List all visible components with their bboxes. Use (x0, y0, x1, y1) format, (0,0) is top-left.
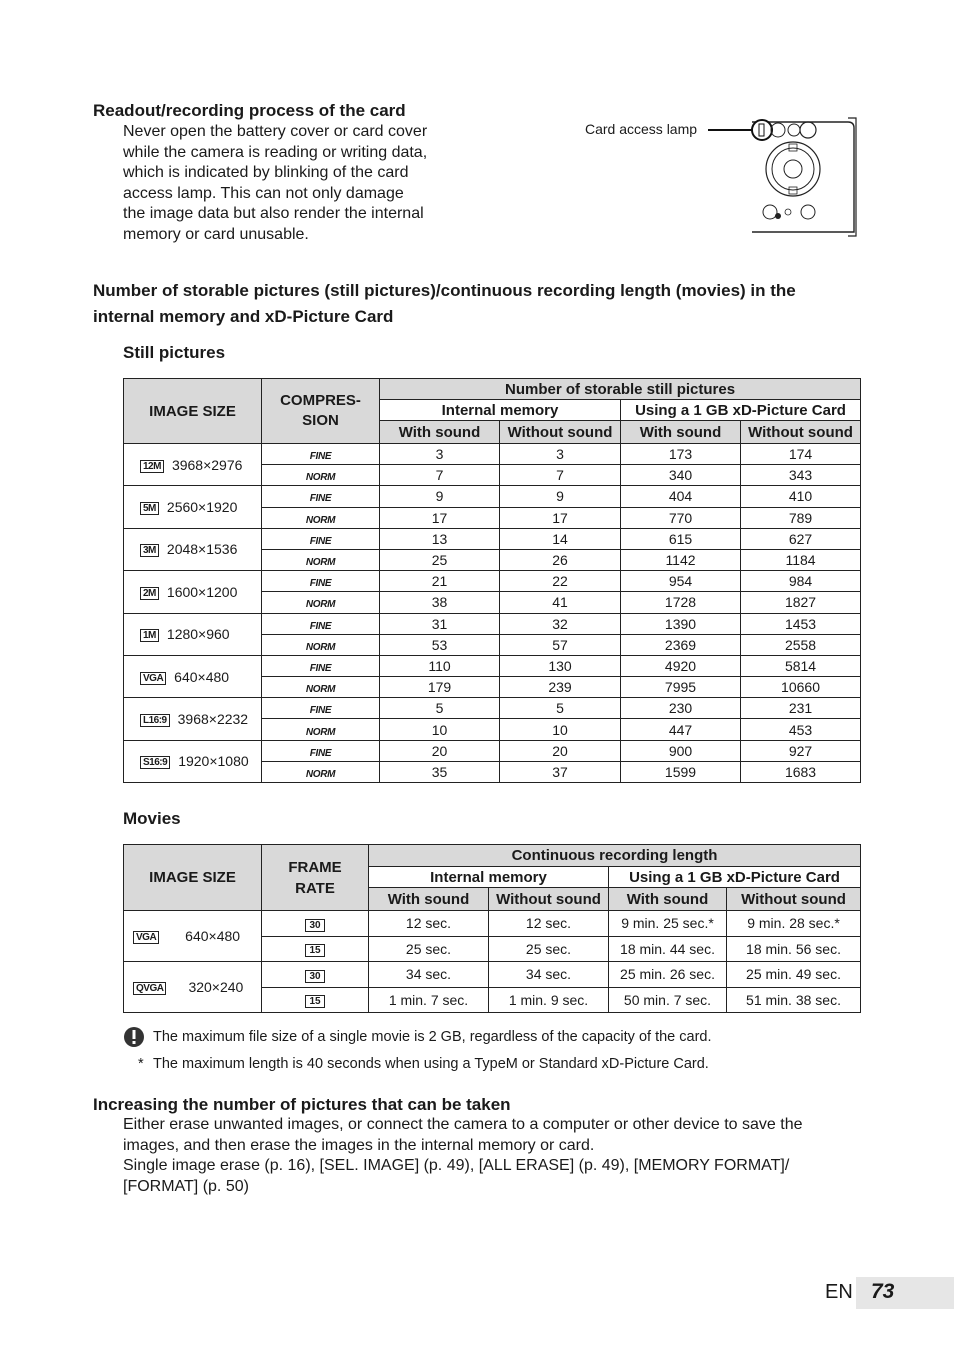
readout-line: memory or card unusable. (123, 225, 309, 243)
readout-line: the image data but also render the internal (123, 205, 424, 223)
language-label: EN (825, 1281, 853, 1303)
header-internal-memory: Internal memory (369, 867, 609, 888)
fine-compression-icon: FINE (309, 578, 332, 590)
page-number: 73 (871, 1280, 895, 1303)
image-size-value: 1280×960 (166, 626, 230, 643)
table-cell: 38 (380, 592, 500, 613)
table-cell: 25 min. 26 sec. (609, 962, 727, 988)
compression-cell (262, 655, 380, 676)
table-cell: 17 (380, 507, 500, 528)
image-size-icon: 5M (140, 502, 159, 515)
fine-compression-icon: FINE (309, 451, 332, 463)
header-compression-2: SION (302, 412, 339, 429)
compression-cell (262, 719, 380, 740)
readout-line: Never open the battery cover or card cover (123, 123, 428, 140)
image-size-cell (124, 962, 262, 1013)
table-cell: 453 (741, 719, 861, 740)
image-size-value: 1920×1080 (178, 753, 249, 770)
storable-title-line: internal memory and xD-Picture Card (93, 307, 394, 326)
frame-rate-icon: 15 (305, 995, 324, 1008)
table-cell: 41 (500, 592, 621, 613)
image-size-cell (124, 486, 262, 528)
table-cell: 179 (380, 677, 500, 698)
table-cell: 51 min. 38 sec. (727, 987, 861, 1013)
table-cell: 900 (621, 740, 741, 761)
image-size-cell (124, 528, 262, 570)
header-frame-1: FRAME (288, 858, 342, 876)
storable-title-line: Number of storable pictures (still pictures)/continuous recording length (movies) in the (93, 281, 796, 300)
image-size-cell (124, 444, 262, 486)
frame-rate-icon: 30 (305, 919, 324, 932)
still-pictures-title: Still pictures (123, 343, 226, 362)
table-cell: 5 (500, 698, 621, 719)
table-cell: 14 (500, 528, 621, 549)
table-cell: 2369 (621, 634, 741, 655)
compression-cell (262, 634, 380, 655)
table-row (124, 613, 861, 634)
norm-compression-icon: NORM (305, 557, 336, 569)
compression-cell (262, 613, 380, 634)
compression-cell (262, 528, 380, 549)
norm-compression-icon: NORM (305, 472, 336, 484)
increase-line: Either erase unwanted images, or connect the camera to a computer or other device to save the (123, 1116, 803, 1133)
still-pictures-table (123, 378, 861, 783)
compression-cell (262, 740, 380, 761)
movies-table (123, 844, 861, 1013)
table-cell: 789 (741, 507, 861, 528)
norm-compression-icon: NORM (305, 514, 336, 526)
table-cell: 26 (500, 549, 621, 570)
table-cell: 9 (380, 486, 500, 507)
table-cell: 173 (621, 444, 741, 465)
image-size-cell (124, 740, 262, 782)
compression-cell (262, 698, 380, 719)
image-size-icon: 3M (140, 544, 159, 557)
caution-icon (123, 1026, 145, 1048)
table-row (124, 962, 861, 988)
fine-compression-icon: FINE (309, 493, 332, 505)
norm-compression-icon: NORM (305, 726, 336, 738)
table-cell: 18 min. 56 sec. (727, 936, 861, 962)
image-size-cell (124, 911, 262, 962)
table-row (124, 655, 861, 676)
header-compression-1: COMPRES- (280, 392, 361, 409)
table-row (124, 571, 861, 592)
table-row (124, 740, 861, 761)
table-cell: 4920 (621, 655, 741, 676)
table-row (124, 486, 861, 507)
table-cell: 1390 (621, 613, 741, 634)
table-cell: 34 sec. (369, 962, 489, 988)
table-cell: 230 (621, 698, 741, 719)
increase-line: [FORMAT] (p. 50) (123, 1177, 249, 1195)
readout-line: while the camera is reading or writing data, (123, 143, 428, 161)
header-xd-card: Using a 1 GB xD-Picture Card (609, 867, 861, 888)
fine-compression-icon: FINE (309, 535, 332, 547)
image-size-value: 3968×2232 (177, 710, 249, 727)
table-cell: 13 (380, 528, 500, 549)
table-cell: 3 (500, 444, 621, 465)
storable-title (93, 278, 796, 330)
compression-cell (262, 507, 380, 528)
norm-compression-icon: NORM (305, 599, 336, 611)
table-cell: 7995 (621, 677, 741, 698)
table-cell: 927 (741, 740, 861, 761)
asterisk-note: The maximum length is 40 seconds when using a TypeM or Standard xD-Picture Card. (153, 1056, 709, 1072)
header-continuous-length: Continuous recording length (369, 845, 861, 867)
table-cell: 627 (741, 528, 861, 549)
norm-compression-icon: NORM (305, 768, 336, 780)
frame-rate-cell (262, 987, 369, 1013)
increase-title: Increasing the number of pictures that can be taken (93, 1095, 511, 1114)
fine-compression-icon: FINE (309, 620, 332, 632)
table-cell: 1683 (741, 761, 861, 782)
header-internal-memory: Internal memory (380, 400, 621, 421)
image-size-value: 3968×2976 (171, 456, 243, 473)
image-size-cell (124, 655, 262, 697)
frame-rate-icon: 15 (305, 944, 324, 957)
table-cell: 57 (500, 634, 621, 655)
table-cell: 1184 (741, 549, 861, 570)
frame-rate-cell (262, 936, 369, 962)
table-cell: 7 (380, 465, 500, 486)
table-cell: 1599 (621, 761, 741, 782)
header-frame-2: RATE (295, 879, 335, 897)
image-size-icon: VGA (140, 672, 166, 685)
table-cell: 18 min. 44 sec. (609, 936, 727, 962)
table-cell: 130 (500, 655, 621, 676)
compression-cell (262, 677, 380, 698)
camera-back-illustration (708, 112, 860, 238)
table-cell: 25 sec. (489, 936, 609, 962)
image-size-value: 640×480 (174, 668, 230, 685)
table-cell: 17 (500, 507, 621, 528)
asterisk-mark: * (138, 1056, 144, 1072)
table-cell: 37 (500, 761, 621, 782)
image-size-icon: L16:9 (140, 714, 170, 727)
table-cell: 12 sec. (489, 911, 609, 937)
table-cell: 404 (621, 486, 741, 507)
image-size-value: 2560×1920 (166, 499, 238, 516)
table-cell: 9 min. 28 sec.* (727, 911, 861, 937)
fine-compression-icon: FINE (309, 705, 332, 717)
table-cell: 1453 (741, 613, 861, 634)
header-with-sound: With sound (380, 421, 500, 444)
table-cell: 12 sec. (369, 911, 489, 937)
header-compression (262, 379, 380, 444)
table-cell: 447 (621, 719, 741, 740)
image-size-icon: QVGA (133, 982, 166, 995)
compression-cell (262, 761, 380, 782)
table-cell: 1827 (741, 592, 861, 613)
table-cell: 343 (741, 465, 861, 486)
increase-text (123, 1115, 802, 1197)
header-with-sound: With sound (621, 421, 741, 444)
fine-compression-icon: FINE (309, 747, 332, 759)
header-without-sound: Without sound (727, 888, 861, 911)
table-cell: 53 (380, 634, 500, 655)
table-row (124, 444, 861, 465)
image-size-cell (124, 571, 262, 613)
norm-compression-icon: NORM (305, 641, 336, 653)
header-without-sound: Without sound (741, 421, 861, 444)
table-cell: 410 (741, 486, 861, 507)
header-image-size: IMAGE SIZE (124, 379, 262, 444)
table-cell: 34 sec. (489, 962, 609, 988)
table-cell: 31 (380, 613, 500, 634)
table-row (124, 911, 861, 937)
table-cell: 174 (741, 444, 861, 465)
table-cell: 9 (500, 486, 621, 507)
header-with-sound: With sound (609, 888, 727, 911)
header-number-storable: Number of storable still pictures (380, 379, 861, 400)
table-cell: 770 (621, 507, 741, 528)
readout-title: Readout/recording process of the card (93, 101, 406, 120)
table-cell: 3 (380, 444, 500, 465)
image-size-value: 640×480 (185, 928, 241, 944)
compression-cell (262, 571, 380, 592)
table-cell: 5814 (741, 655, 861, 676)
table-cell: 239 (500, 677, 621, 698)
frame-rate-cell (262, 911, 369, 937)
table-cell: 984 (741, 571, 861, 592)
table-cell: 20 (380, 740, 500, 761)
compression-cell (262, 592, 380, 613)
header-frame-rate (262, 845, 369, 911)
image-size-icon: 1M (140, 629, 159, 642)
table-cell: 10660 (741, 677, 861, 698)
image-size-icon: S16:9 (140, 756, 170, 769)
table-cell: 1728 (621, 592, 741, 613)
table-cell: 7 (500, 465, 621, 486)
table-cell: 1 min. 7 sec. (369, 987, 489, 1013)
table-cell: 231 (741, 698, 861, 719)
header-xd-card: Using a 1 GB xD-Picture Card (621, 400, 861, 421)
table-cell: 10 (500, 719, 621, 740)
table-cell: 110 (380, 655, 500, 676)
frame-rate-icon: 30 (305, 970, 324, 983)
increase-line: Single image erase (p. 16), [SEL. IMAGE] (p. 49), [ALL ERASE] (p. 49), [MEMORY FORMAT]/ (123, 1157, 790, 1175)
table-cell: 5 (380, 698, 500, 719)
image-size-value: 2048×1536 (166, 541, 238, 558)
table-cell: 1142 (621, 549, 741, 570)
table-cell: 615 (621, 528, 741, 549)
norm-compression-icon: NORM (305, 684, 336, 696)
table-row (124, 528, 861, 549)
table-cell: 954 (621, 571, 741, 592)
image-size-value: 1600×1200 (166, 583, 238, 600)
movies-title: Movies (123, 809, 181, 828)
caution-note: The maximum file size of a single movie is 2 GB, regardless of the capacity of the card. (153, 1029, 712, 1045)
table-cell: 25 (380, 549, 500, 570)
table-cell: 35 (380, 761, 500, 782)
table-cell: 50 min. 7 sec. (609, 987, 727, 1013)
image-size-cell (124, 613, 262, 655)
header-with-sound: With sound (369, 888, 489, 911)
image-size-icon: VGA (133, 931, 159, 944)
header-without-sound: Without sound (500, 421, 621, 444)
readout-line: which is indicated by blinking of the card (123, 164, 409, 182)
image-size-icon: 12M (140, 460, 164, 473)
image-size-value: 320×240 (188, 979, 244, 995)
table-cell: 20 (500, 740, 621, 761)
table-cell: 25 min. 49 sec. (727, 962, 861, 988)
increase-line: images, and then erase the images in the internal memory or card. (123, 1136, 595, 1154)
table-row (124, 698, 861, 719)
image-size-icon: 2M (140, 587, 159, 600)
readout-text (123, 122, 427, 246)
compression-cell (262, 486, 380, 507)
table-cell: 9 min. 25 sec.* (609, 911, 727, 937)
compression-cell (262, 444, 380, 465)
compression-cell (262, 465, 380, 486)
compression-cell (262, 549, 380, 570)
table-cell: 10 (380, 719, 500, 740)
readout-line: access lamp. This can not only damage (123, 184, 404, 202)
table-cell: 1 min. 9 sec. (489, 987, 609, 1013)
header-without-sound: Without sound (489, 888, 609, 911)
table-cell: 25 sec. (369, 936, 489, 962)
table-cell: 22 (500, 571, 621, 592)
frame-rate-cell (262, 962, 369, 988)
table-cell: 21 (380, 571, 500, 592)
table-cell: 340 (621, 465, 741, 486)
table-cell: 32 (500, 613, 621, 634)
fine-compression-icon: FINE (309, 662, 332, 674)
card-access-lamp-label: Card access lamp (585, 121, 698, 137)
table-cell: 2558 (741, 634, 861, 655)
header-image-size: IMAGE SIZE (124, 845, 262, 911)
image-size-cell (124, 698, 262, 740)
